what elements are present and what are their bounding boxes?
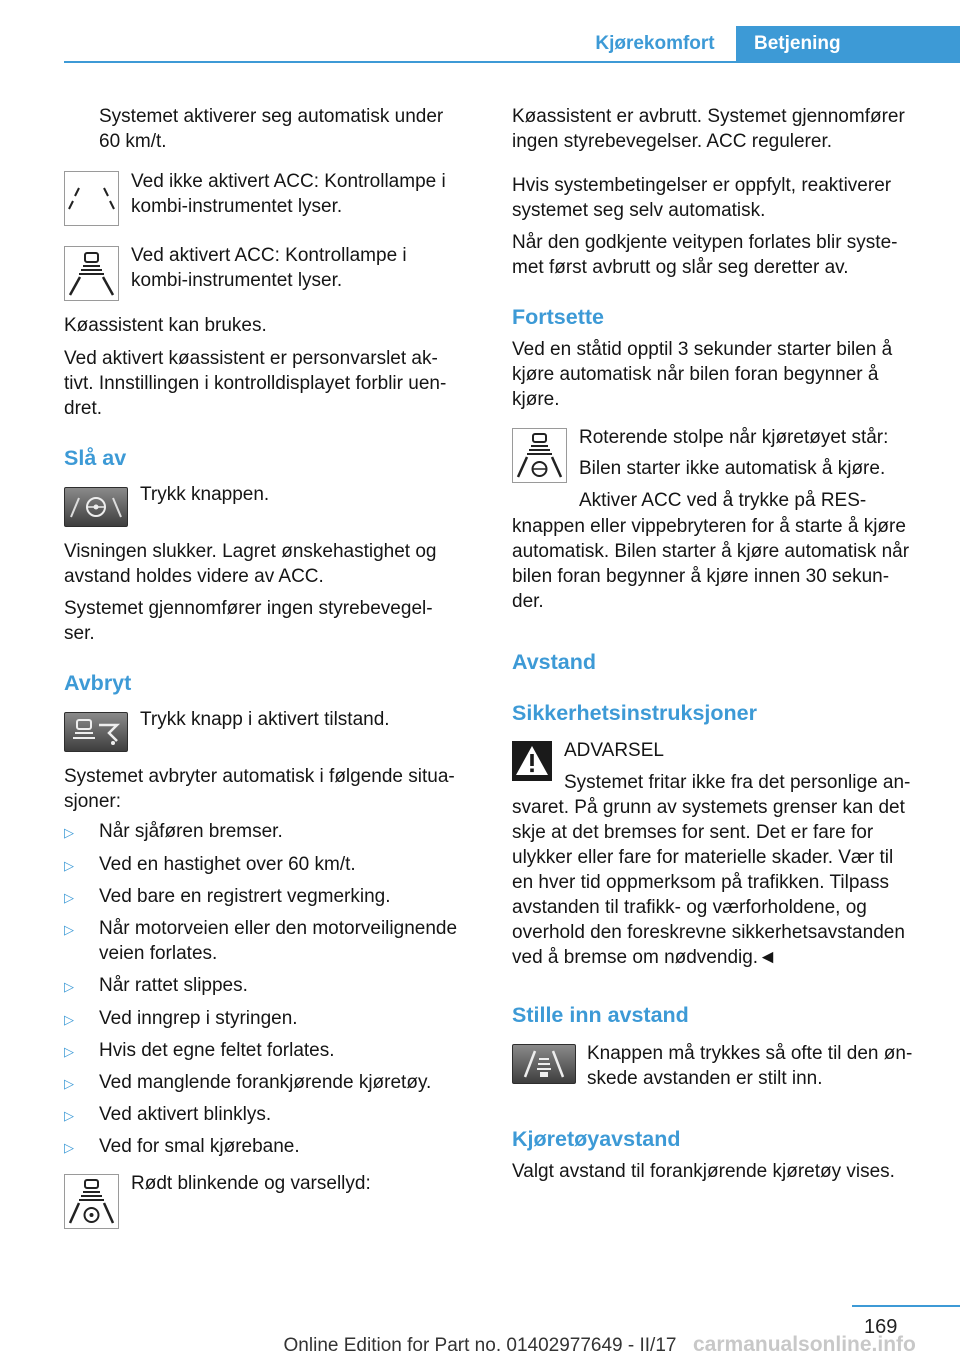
bullet-arrow-icon: ▷ — [64, 1140, 74, 1155]
right-paragraph-1a: Køassistent er avbrutt. Systemet gjennomfører — [512, 106, 905, 127]
right-paragraph-5b: automatisk. Bilen starter å kjøre automatisk når — [512, 541, 910, 562]
left-paragraph-3b: tivt. Innstillingen i kontrolldisplayet forblir uen- — [64, 373, 447, 394]
list-item: Når motorveien eller den motorveilignende — [99, 918, 458, 939]
left-paragraph-1a: Systemet aktiverer seg automatisk under — [99, 106, 444, 127]
left-paragraph-1b: 60 km/t. — [99, 131, 167, 152]
sla-av-text: Trykk knappen. — [140, 484, 270, 505]
stationary-vehicle-lamp-icon — [512, 428, 567, 483]
steering-wheel-button-icon — [64, 487, 128, 527]
stille-text-a: Knappen må trykkes så ofte til den øn- — [587, 1043, 913, 1064]
list-item: Når rattet slippes. — [99, 975, 248, 996]
list-item: Ved aktivert blinklys. — [99, 1104, 272, 1125]
heading-fortsette: Fortsette — [512, 305, 604, 329]
left-paragraph-2: Køassistent kan brukes. — [64, 315, 267, 336]
bullet-arrow-icon: ▷ — [64, 1012, 74, 1027]
left-paragraph-4b: avstand holdes videre av ACC. — [64, 566, 324, 587]
page-number: 169 — [864, 1316, 898, 1338]
list-item: Hvis det egne feltet forlates. — [99, 1040, 335, 1061]
bullet-arrow-icon: ▷ — [64, 1044, 74, 1059]
left-paragraph-3c: dret. — [64, 398, 103, 419]
bullet-arrow-icon: ▷ — [64, 979, 74, 994]
queue-assistant-active-icon — [64, 246, 119, 301]
bullet-arrow-icon: ▷ — [64, 922, 74, 937]
warning-text-6: avstanden til trafikk- og værforholdene, og — [512, 897, 867, 918]
right-paragraph-4a: Ved en ståtid opptil 3 sekunder starter bilen å — [512, 339, 893, 360]
right-paragraph-3b: met først avbrutt og slår seg deretter av. — [512, 257, 849, 278]
right-paragraph-5a: knappen eller vippebryteren for å starte å kjøre — [512, 516, 906, 537]
heading-kjoretoyavstand: Kjøretøyavstand — [512, 1127, 681, 1151]
heading-sikkerhetsinstruksjoner: Sikkerhetsinstruksjoner — [512, 701, 757, 725]
heading-sla-av: Slå av — [64, 446, 127, 470]
left-paragraph-5a: Systemet gjennomfører ingen styrebevegel- — [64, 598, 433, 619]
heading-stille-inn-avstand: Stille inn avstand — [512, 1003, 689, 1027]
header-rule — [64, 61, 960, 63]
lamp2-text-a: Ved aktivert ACC: Kontrollampe i — [131, 245, 407, 266]
lamp3-text: Rødt blinkende og varsellyd: — [131, 1173, 371, 1194]
list-item-continued: veien forlates. — [99, 943, 218, 964]
edition-footer: Online Edition for Part no. 01402977649 - II/17 — [283, 1335, 677, 1356]
stille-text-b: skede avstanden er stilt inn. — [587, 1068, 823, 1089]
bullet-arrow-icon: ▷ — [64, 1108, 74, 1123]
lamp2-text-b: kombi-instrumentet lyser. — [131, 270, 343, 291]
lamp4-text-a: Roterende stolpe når kjøretøyet står: — [579, 427, 889, 448]
distance-button-icon — [512, 1044, 576, 1084]
warning-text-2: svaret. På grunn av systemets grenser kan det — [512, 797, 905, 818]
bullet-arrow-icon: ▷ — [64, 890, 74, 905]
right-paragraph-4c: kjøre. — [512, 389, 560, 410]
list-item: Ved inngrep i styringen. — [99, 1008, 298, 1029]
right-paragraph-1b: ingen styrebevegelser. ACC regulerer. — [512, 131, 833, 152]
lamp1-text-b: kombi-instrumentet lyser. — [131, 196, 343, 217]
right-paragraph-5d: der. — [512, 591, 544, 612]
list-item: Når sjåføren bremser. — [99, 821, 283, 842]
lamp4-text-b: Bilen starter ikke automatisk å kjøre. — [579, 458, 886, 479]
list-item: Ved en hastighet over 60 km/t. — [99, 854, 356, 875]
left-paragraph-4a: Visningen slukker. Lagret ønskehastighet og — [64, 541, 437, 562]
warning-text-4: ulykker eller fare for materielle skader. Vær til — [512, 847, 894, 868]
warning-text-1: Systemet fritar ikke fra det personlige an- — [564, 772, 911, 793]
list-item: Ved manglende forankjørende kjøretøy. — [99, 1072, 432, 1093]
right-paragraph-2b: systemet seg selv automatisk. — [512, 200, 766, 221]
warning-triangle-icon — [512, 741, 552, 781]
left-paragraph-6a: Systemet avbryter automatisk i følgende situa- — [64, 766, 455, 787]
warning-text-8: ved å bremse om nødvendig.◄ — [512, 947, 777, 968]
steering-warning-lamp-icon — [64, 1174, 119, 1229]
header-tab-betjening[interactable]: Betjening — [736, 26, 960, 61]
kjoretoyavstand-text: Valgt avstand til forankjørende kjøretøy vises. — [512, 1161, 895, 1182]
right-paragraph-3a: Når den godkjente veitypen forlates blir syste- — [512, 232, 898, 253]
cancel-assist-button-icon — [64, 712, 128, 752]
left-paragraph-6b: sjoner: — [64, 791, 122, 812]
left-paragraph-5b: ser. — [64, 623, 95, 644]
header-tab-kjorekomfort[interactable]: Kjørekomfort — [595, 33, 715, 54]
left-paragraph-3a: Ved aktivert køassistent er personvarslet ak- — [64, 348, 438, 369]
right-paragraph-4b: kjøre automatisk når bilen foran begynner å — [512, 364, 879, 385]
lamp1-text-a: Ved ikke aktivert ACC: Kontrollampe i — [131, 171, 446, 192]
warning-text-5: en hver tid oppmerksom på trafikken. Tilpass — [512, 872, 890, 893]
watermark: carmanualsonline.info — [693, 1333, 916, 1356]
list-item: Ved for smal kjørebane. — [99, 1136, 300, 1157]
heading-avstand: Avstand — [512, 650, 597, 674]
list-item: Ved bare en registrert vegmerking. — [99, 886, 391, 907]
warning-title: ADVARSEL — [564, 740, 664, 761]
avbryt-text: Trykk knapp i aktivert tilstand. — [140, 709, 390, 730]
bullet-arrow-icon: ▷ — [64, 825, 74, 840]
bullet-arrow-icon: ▷ — [64, 858, 74, 873]
lamp4-text-c: Aktiver ACC ved å trykke på RES- — [579, 490, 867, 511]
warning-text-3: skje at det bremses for sent. Det er fare for — [512, 822, 874, 843]
right-paragraph-5c: bilen foran begynner å kjøre innen 30 sekun- — [512, 566, 890, 587]
page-number-rule — [852, 1305, 960, 1307]
lane-lines-indicator-icon — [64, 171, 119, 226]
bullet-arrow-icon: ▷ — [64, 1076, 74, 1091]
warning-text-7: overhold den foreskrevne sikkerhetsavstanden — [512, 922, 905, 943]
heading-avbryt: Avbryt — [64, 671, 132, 695]
right-paragraph-2a: Hvis systembetingelser er oppfylt, reaktiverer — [512, 175, 892, 196]
